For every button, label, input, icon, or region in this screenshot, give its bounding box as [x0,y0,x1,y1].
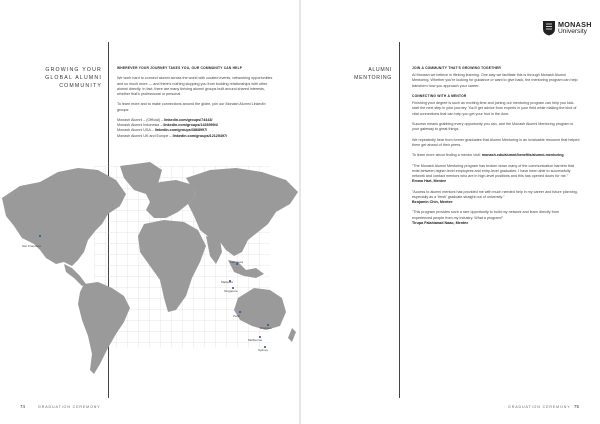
group-link[interactable]: linkedin.com/groups/3868997/ [154,128,208,133]
logo-line-2: University [558,28,587,35]
left-footer: GRADUATION CEREMONY [38,405,101,409]
map-label-sydney: Sydney [258,348,269,352]
marker-san-francisco [39,235,41,237]
marker-perth [239,311,241,313]
logo-line-1: MONASH [558,20,592,29]
right-paragraph-5 [412,153,580,158]
right-paragraph-1: At Monash we believe in lifelong learning. One way we facilitate this is through Monash Alumni Mentoring. Whether you're looking for guidance or want to give back, the mentoring program can help transform how you approach your career. [412,73,578,88]
right-text-column [412,66,580,231]
right-divider-line [399,42,400,398]
world-map [0,160,299,400]
group-link[interactable]: linkedin.com/groups/14369994/ [163,123,218,128]
map-label-san-francisco: San Francisco [22,244,42,248]
quote-text: "This program provides such a rare opportunity to build my network and learn directly from experienced people from my industry. What a program!" [412,210,560,220]
page-spine [299,0,301,424]
right-heading-2: CONNECTING WITH A MENTOR [412,94,467,98]
linkedin-group-list [117,118,277,139]
right-footer: GRADUATION CEREMONY [508,405,571,409]
map-label-singapore: Singapore [224,289,238,293]
map-label-indonesia: Indonesia [230,260,244,264]
left-paragraph-1: We work hard to connect alumni across the world with curated events, networking opportunities and so much more — and there's nothing stopping you from building relationships with other alumni directly. In fact, there are many thriving alumni groups built around shared interests, whether that's professional or personal. [117,76,273,96]
side-title-line: GLOBAL ALUMNI [45,75,102,81]
quote-1 [412,164,580,185]
map-label-perth: Perth [233,314,241,318]
right-paragraph-4: We repeatedly hear from former graduates that Alumni Mentoring is an invaluable resource that helped them get ahead of their peers. [412,137,580,147]
map-label-malaysia: Malaysia [221,280,233,284]
quote-text: "The Monash Alumni Mentoring program has broken down many of the communication barriers that exist between higher-level employees and entry-level graduates. I have been able to successfully network and contact mentors who are in high-level positions and this has opened doors for me." [412,163,574,178]
right-paragraph-2: Finishing your degree is such an exciting time and joining our mentoring program can help you kick-start the next step in your journey. You'll get advice from experts in your field while making the kind of vital connections that can help you get your foot in the door. [412,101,577,116]
group-link[interactable]: linkedin.com/groups/74443/ [164,117,213,122]
mentoring-link[interactable]: monash.edu/alumni/benefits/alumni-mentoring [481,153,564,158]
linkedin-group-item [117,134,277,139]
right-heading-1: JOIN A COMMUNITY THAT'S GROWING TOGETHER [412,66,501,70]
left-paragraph-2: To learn more and to make connections around the globe, join our Monash Alumni LinkedIn groups: [117,102,266,112]
left-side-title [40,66,102,90]
map-label-brisbane: Brisbane [260,326,272,330]
quote-2 [412,190,580,206]
quote-author: Tirupa Falahianad Naao, Mentee [412,220,469,225]
mentoring-link-intro: To learn more about finding a mentor visit: [412,153,482,158]
left-text-column [117,66,277,139]
right-side-title: ALUMNI MENTORING [354,67,392,81]
quote-author: Benjamin Chin, Mentee [412,199,453,204]
side-title-line: GROWING YOUR [45,67,102,73]
monash-logo-text [558,21,592,35]
continent-central-america [64,264,86,286]
side-title-line: COMMUNITY [59,83,102,89]
group-label: Monash Alumni – (Official) – [117,117,165,122]
islands-new-zealand [288,328,296,342]
quote-text: "Access to alumni mentors has provided me with much needed help in my career and future planning, especially as a 'fresh' graduate straight out of university." [412,189,578,199]
monash-shield-icon [542,20,556,36]
left-heading: WHEREVER YOUR JOURNEY TAKES YOU, OUR COMMUNITY CAN HELP [117,66,243,70]
right-page-number: 75 [574,404,579,409]
group-label: Monash Alumni USA – [117,128,155,133]
left-page-number: 74 [20,404,25,409]
quote-3 [412,210,580,226]
group-label: Monash Alumni UK and Europe – [117,133,173,138]
quote-author: Emma Hart, Mentee [412,179,447,184]
right-paragraph-3: Success means grabbing every opportunity you can, and the Monash Alumni Mentoring program is your gateway to great things. [412,122,574,132]
group-link[interactable]: linkedin.com/groups/12125497/ [172,133,228,138]
map-label-melbourne: Melbourne [248,338,263,342]
group-label: Monash Alumni Indonesia – [117,123,164,128]
